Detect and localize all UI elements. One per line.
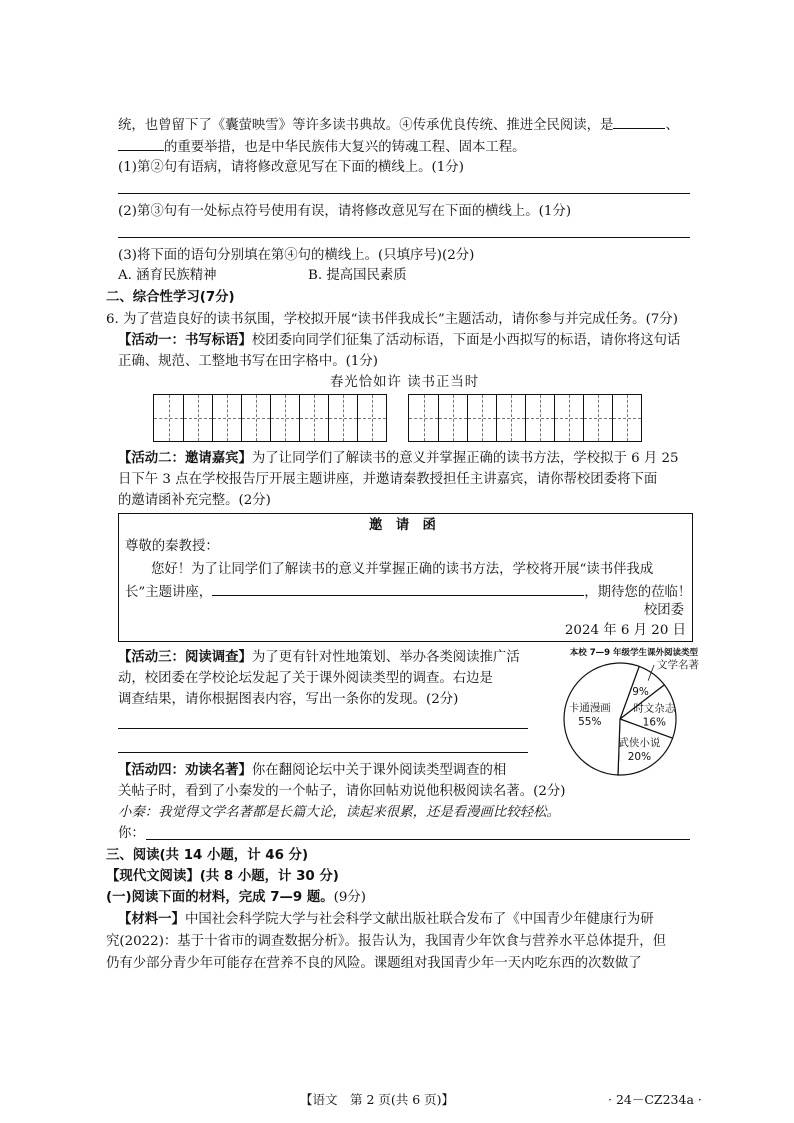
material-1-line: 【材料一】中国社会科学院大学与社会科学文献出版社联合发布了《中国青少年健康行为研 <box>118 912 654 927</box>
answer-line-2[interactable] <box>118 237 690 238</box>
activity-3-line: 【活动三：阅读调查】为了更有针对性地策划、举办各类阅读推广活 <box>118 650 520 665</box>
invitation-letter <box>118 513 693 642</box>
pie-category-label: 武侠小说 <box>618 736 661 749</box>
section-heading-3: 三、阅读(共 14 小题，计 46 分) <box>106 848 309 863</box>
grid-cell[interactable] <box>270 395 299 441</box>
tianzige-grid-left[interactable] <box>153 394 387 442</box>
grid-cell[interactable] <box>328 395 357 441</box>
activity-3-label: 【活动三：阅读调查】 <box>118 650 252 665</box>
grid-cell[interactable] <box>496 395 525 441</box>
letter-greeting: 尊敬的秦教授： <box>125 539 219 554</box>
modern-reading-line: 【现代文阅读】(共 8 小题，计 30 分) <box>106 869 339 884</box>
part-1-line: (一)阅读下面的材料，完成 7—9 题。(9分) <box>106 890 367 905</box>
activity-2-line: 【活动二：邀请嘉宾】为了让同学们了解读书的意义并掌握正确的读书方法，学校拟于 6 月 25 <box>118 451 679 466</box>
activity-3-line2: 动，校团委在学校论坛发起了关于课外阅读类型的调查。右边是 <box>118 671 493 686</box>
activity-2-line2: 日下午 3 点在学校报告厅开展主题讲座，并邀请秦教授担任主讲嘉宾，请你帮校团委将下面 <box>118 472 658 487</box>
letter-fill-blank[interactable] <box>212 581 584 596</box>
fill-blank-1[interactable] <box>613 114 665 129</box>
activity-4-label: 【活动四：劝读名著】 <box>118 763 252 778</box>
reply-answer-line[interactable] <box>146 839 690 840</box>
letter-date: 2024 年 6 月 20 日 <box>564 623 686 638</box>
text-line: 的重要举措，也是中华民族伟大复兴的铸魂工程、固本工程。 <box>118 136 526 158</box>
grid-cell[interactable] <box>554 395 583 441</box>
activity-2-label: 【活动二：邀请嘉宾】 <box>118 451 252 466</box>
pie-value-label: 16% <box>642 716 666 729</box>
question-2: (2)第③句有一处标点符号使用有误，请将修改意见写在下面的横线上。(1分) <box>118 204 572 219</box>
fill-blank-2[interactable] <box>118 136 164 151</box>
activity-3-line3: 调查结果，请你根据图表内容，写出一条你的发现。(2分) <box>118 692 459 707</box>
pie-chart <box>530 643 700 777</box>
text-line: 统，也曾留下了《囊萤映雪》等许多读书典故。④传承优良传统、推进全民阅读，是 、 <box>118 114 679 136</box>
pie-category-label: 卡通漫画 <box>568 702 611 715</box>
grid-cell[interactable] <box>583 395 612 441</box>
option-a: A. 涵育民族精神 <box>118 268 217 283</box>
pie-value-label: 20% <box>627 750 652 763</box>
question-6: 6. 为了营造良好的读书氛围，学校拟开展“读书伴我成长”主题活动，请你参与并完成任务。(7分) <box>106 312 678 327</box>
answer-line-3b[interactable] <box>118 752 528 753</box>
pie-category-label: 时文杂志 <box>633 702 676 715</box>
section-heading-2: 二、综合性学习(7分) <box>106 290 235 305</box>
grid-cell[interactable] <box>212 395 241 441</box>
tianzige-grid-right[interactable] <box>408 394 642 442</box>
activity-1-line: 【活动一：书写标语】校团委向同学们征集了活动标语，下面是小西拟写的标语，请你将这句话 <box>118 333 681 348</box>
pie-chart-title: 本校 7—9 年级学生课外阅读类型 <box>569 648 698 658</box>
answer-line-3a[interactable] <box>118 728 528 729</box>
grid-cell[interactable] <box>467 395 496 441</box>
activity-4-line2: 关帖子时，看到了小秦发的一个帖子，请你回帖劝说他积极阅读名著。(2分) <box>118 784 566 799</box>
page-code: · 24－CZ234a · <box>608 1092 702 1107</box>
question-1: (1)第②句有语病，请将修改意见写在下面的横线上。(1分) <box>118 160 464 175</box>
activity-2-line3: 的邀请函补充完整。(2分) <box>118 493 271 508</box>
grid-cell[interactable] <box>241 395 270 441</box>
grid-cell[interactable] <box>438 395 467 441</box>
grid-cell[interactable] <box>154 395 183 441</box>
grid-cell[interactable] <box>409 395 438 441</box>
pie-value-label: 55% <box>578 716 602 729</box>
question-3: (3)将下面的语句分别填在第④句的横线上。(只填序号)(2分) <box>118 248 475 263</box>
pie-value-label: 9% <box>632 686 649 699</box>
letter-body-1: 您好！为了让同学们了解读书的意义并掌握正确的读书方法，学校将开展“读书伴我成 <box>151 562 654 577</box>
grid-cell[interactable] <box>612 395 641 441</box>
option-b: B. 提高国民素质 <box>308 268 407 283</box>
letter-body-2: 长”主题讲座， ，期待您的莅临！ <box>125 581 691 603</box>
grid-cell[interactable] <box>183 395 212 441</box>
grid-cell[interactable] <box>357 395 386 441</box>
letter-title: 邀 请 函 <box>369 518 436 533</box>
activity-1-line2: 正确、规范、工整地书写在田字格中。(1分) <box>118 354 378 369</box>
material-1-line3: 仍有少部分青少年可能存在营养不良的风险。课题组对我国青少年一天内吃东西的次数做了 <box>106 956 642 971</box>
slogan: 春光恰如许 读书正当时 <box>330 375 480 390</box>
material-1-line2: 究(2022)：基于十省市的调查数据分析》。报告认为，我国青少年饮食与营养水平总体提升，但 <box>106 934 667 949</box>
activity-4-line: 【活动四：劝读名著】你在翻阅论坛中关于课外阅读类型调查的相 <box>118 763 507 778</box>
activity-1-label: 【活动一：书写标语】 <box>118 333 252 348</box>
pie-category-label: 文学名著 <box>657 659 699 671</box>
grid-cell[interactable] <box>525 395 554 441</box>
page-footer: 【语文 第 2 页(共 6 页)】 <box>300 1092 455 1107</box>
grid-cell[interactable] <box>299 395 328 441</box>
letter-signature: 校团委 <box>643 603 684 618</box>
material-1-label: 【材料一】 <box>118 912 185 927</box>
answer-line-1[interactable] <box>118 193 690 194</box>
xiaoqin-post: 小秦：我觉得文学名著都是长篇大论，读起来很累，还是看漫画比较轻松。 <box>118 805 560 820</box>
reply-line: 你： <box>118 826 145 841</box>
